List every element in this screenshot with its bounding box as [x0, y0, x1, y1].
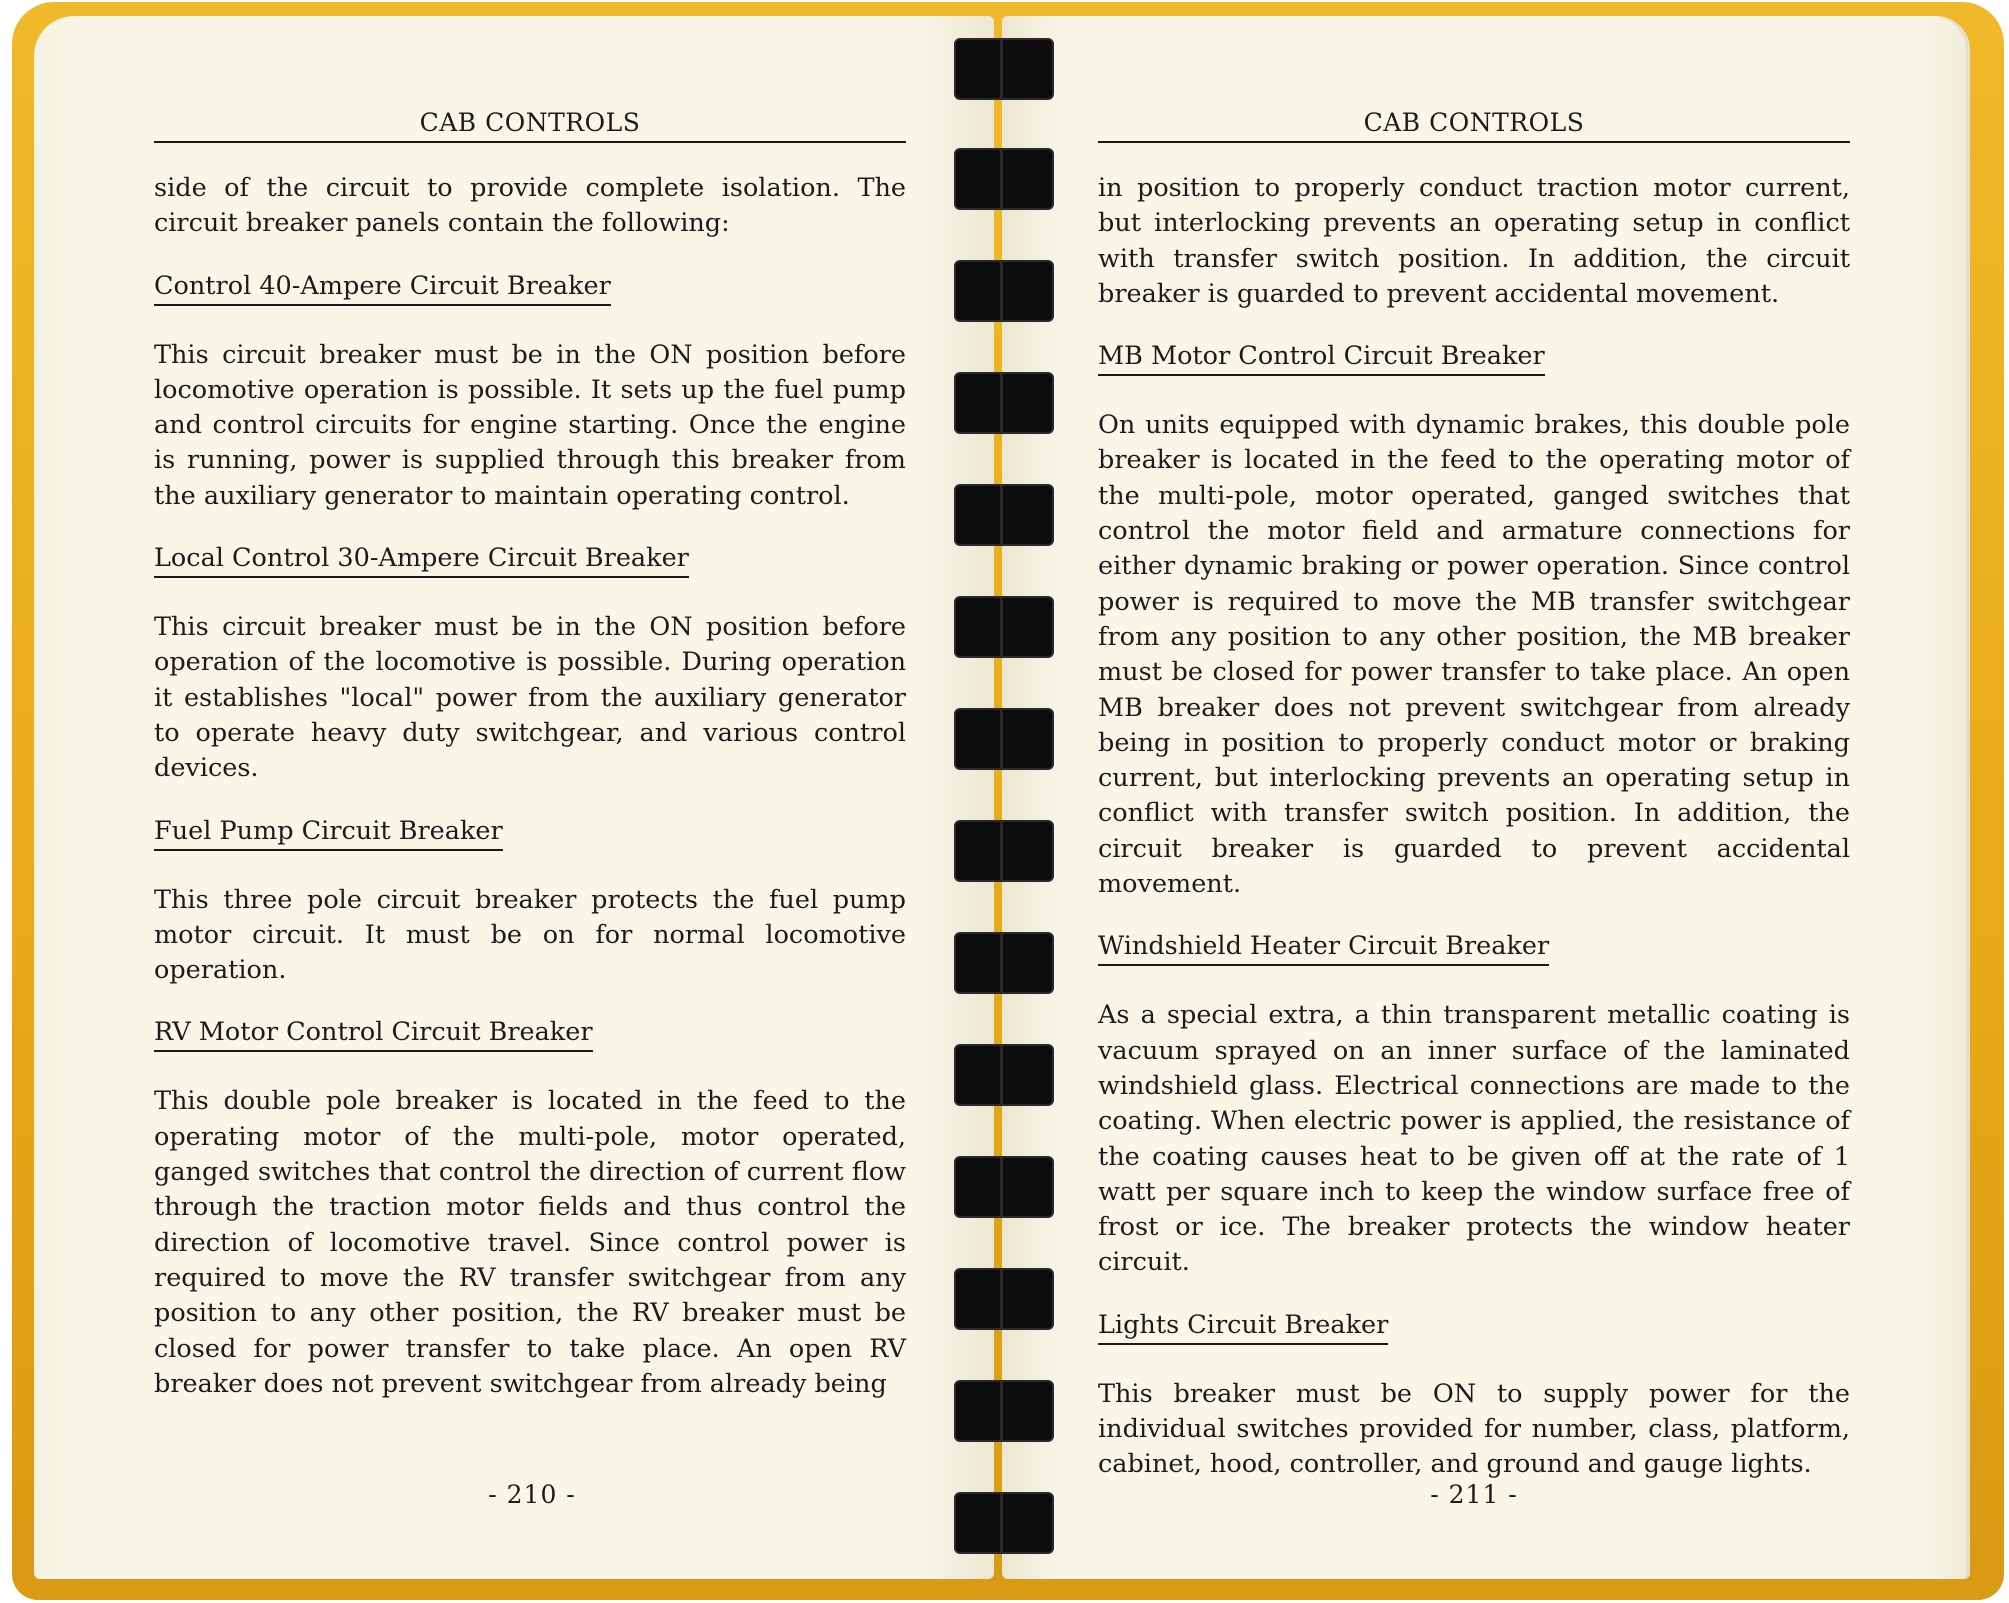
section-heading-mb-motor-control: MB Motor Control Circuit Breaker: [1098, 340, 1545, 376]
binding-coil: [956, 598, 1052, 656]
binding-coil: [956, 374, 1052, 432]
right-running-head: CAB CONTROLS: [1098, 108, 1850, 143]
binding-coil: [956, 1494, 1052, 1552]
section-heading-fuel-pump: Fuel Pump Circuit Breaker: [154, 815, 503, 851]
binding-coil: [956, 40, 1052, 98]
binding-coil: [956, 1158, 1052, 1216]
section-heading-lights: Lights Circuit Breaker: [1098, 1309, 1388, 1345]
section-body-mb-motor-control: On units equipped with dynamic brakes, this double pole breaker is located in the feed to the operating motor of the multi-pole, motor operated, ganged switches that control the motor field and armature connections for either dynamic braking or power operation. Since control power is required to move the MB transfer switchgear from any position to any other position, the MB breaker must be closed for power transfer to take place. An open MB breaker does not prevent switchgear from already being in position to properly conduct motor or braking current, but interlocking prevents an operating setup in conflict with transfer switch position. In addition, the circuit breaker is guarded to prevent accidental movement.: [1098, 410, 1850, 900]
binding-coil: [956, 1046, 1052, 1104]
binding-coil: [956, 150, 1052, 208]
binding-coil: [956, 1382, 1052, 1440]
binding-coil: [956, 822, 1052, 880]
right-page-number: - 211 -: [1430, 1480, 1518, 1509]
section-body-local-control-30a: This circuit breaker must be in the ON position before operation of the locomotive is possible. During operation it establishes "local" power from the auxiliary generator to operate heavy duty switchgear, and various control devices.: [154, 612, 906, 784]
right-page-content: [1098, 108, 1850, 1483]
left-page-number: - 210 -: [488, 1480, 576, 1509]
section-body-fuel-pump: This three pole circuit breaker protects the fuel pump motor circuit. It must be on for normal locomotive operation.: [154, 884, 906, 986]
section-heading-local-control-30a: Local Control 30-Ampere Circuit Breaker: [154, 542, 689, 578]
section-body-lights: This breaker must be ON to supply power for the individual switches provided for number, class, platform, cabinet, hood, controller, and ground and gauge lights.: [1098, 1378, 1850, 1480]
section-heading-windshield-heater: Windshield Heater Circuit Breaker: [1098, 930, 1549, 966]
section-body-rv-motor-control: This double pole breaker is located in the feed to the operating motor of the multi-pole, motor operated, ganged switches that control the direction of current flow through the traction motor fields and thus control the direction of locomotive travel. Since control power is required to move the RV transfer switchgear from any position to any other position, the RV breaker must be closed for power transfer to take place. An open RV breaker does not prevent switchgear from already being: [154, 1086, 906, 1399]
binding-coil: [956, 710, 1052, 768]
section-body-windshield-heater: As a special extra, a thin transparent metallic coating is vacuum sprayed on an inner surface of the laminated windshield glass. Electrical connections are made to the coating. When electric power is applied, the resistance of the coating causes heat to be given off at the rate of 1 watt per square inch to keep the window surface free of frost or ice. The breaker protects the window heater circuit.: [1098, 1000, 1850, 1278]
section-body-control-40a: This circuit breaker must be in the ON position before locomotive operation is possible. It sets up the fuel pump and control circuits for engine starting. Once the engine is running, power is supplied through this breaker from the auxiliary generator to maintain operating control.: [154, 339, 906, 511]
left-running-head: CAB CONTROLS: [154, 108, 906, 143]
left-page: [34, 16, 994, 1579]
right-intro-paragraph: in position to properly conduct traction motor current, but interlocking prevents an operating setup in conflict with transfer switch position. In addition, the circuit breaker is guarded to prevent accidental movement.: [1098, 173, 1850, 309]
binding-coil: [956, 486, 1052, 544]
left-intro-paragraph: side of the circuit to provide complete isolation. The circuit breaker panels contain the following:: [154, 173, 906, 239]
binding-coil: [956, 1270, 1052, 1328]
binding-coil: [956, 934, 1052, 992]
right-page: [1002, 16, 1970, 1579]
left-page-content: [154, 108, 906, 1402]
section-heading-control-40a: Control 40-Ampere Circuit Breaker: [154, 270, 611, 306]
binding-coil: [956, 262, 1052, 320]
spiral-binding: [950, 0, 1060, 1603]
section-heading-rv-motor-control: RV Motor Control Circuit Breaker: [154, 1016, 593, 1052]
